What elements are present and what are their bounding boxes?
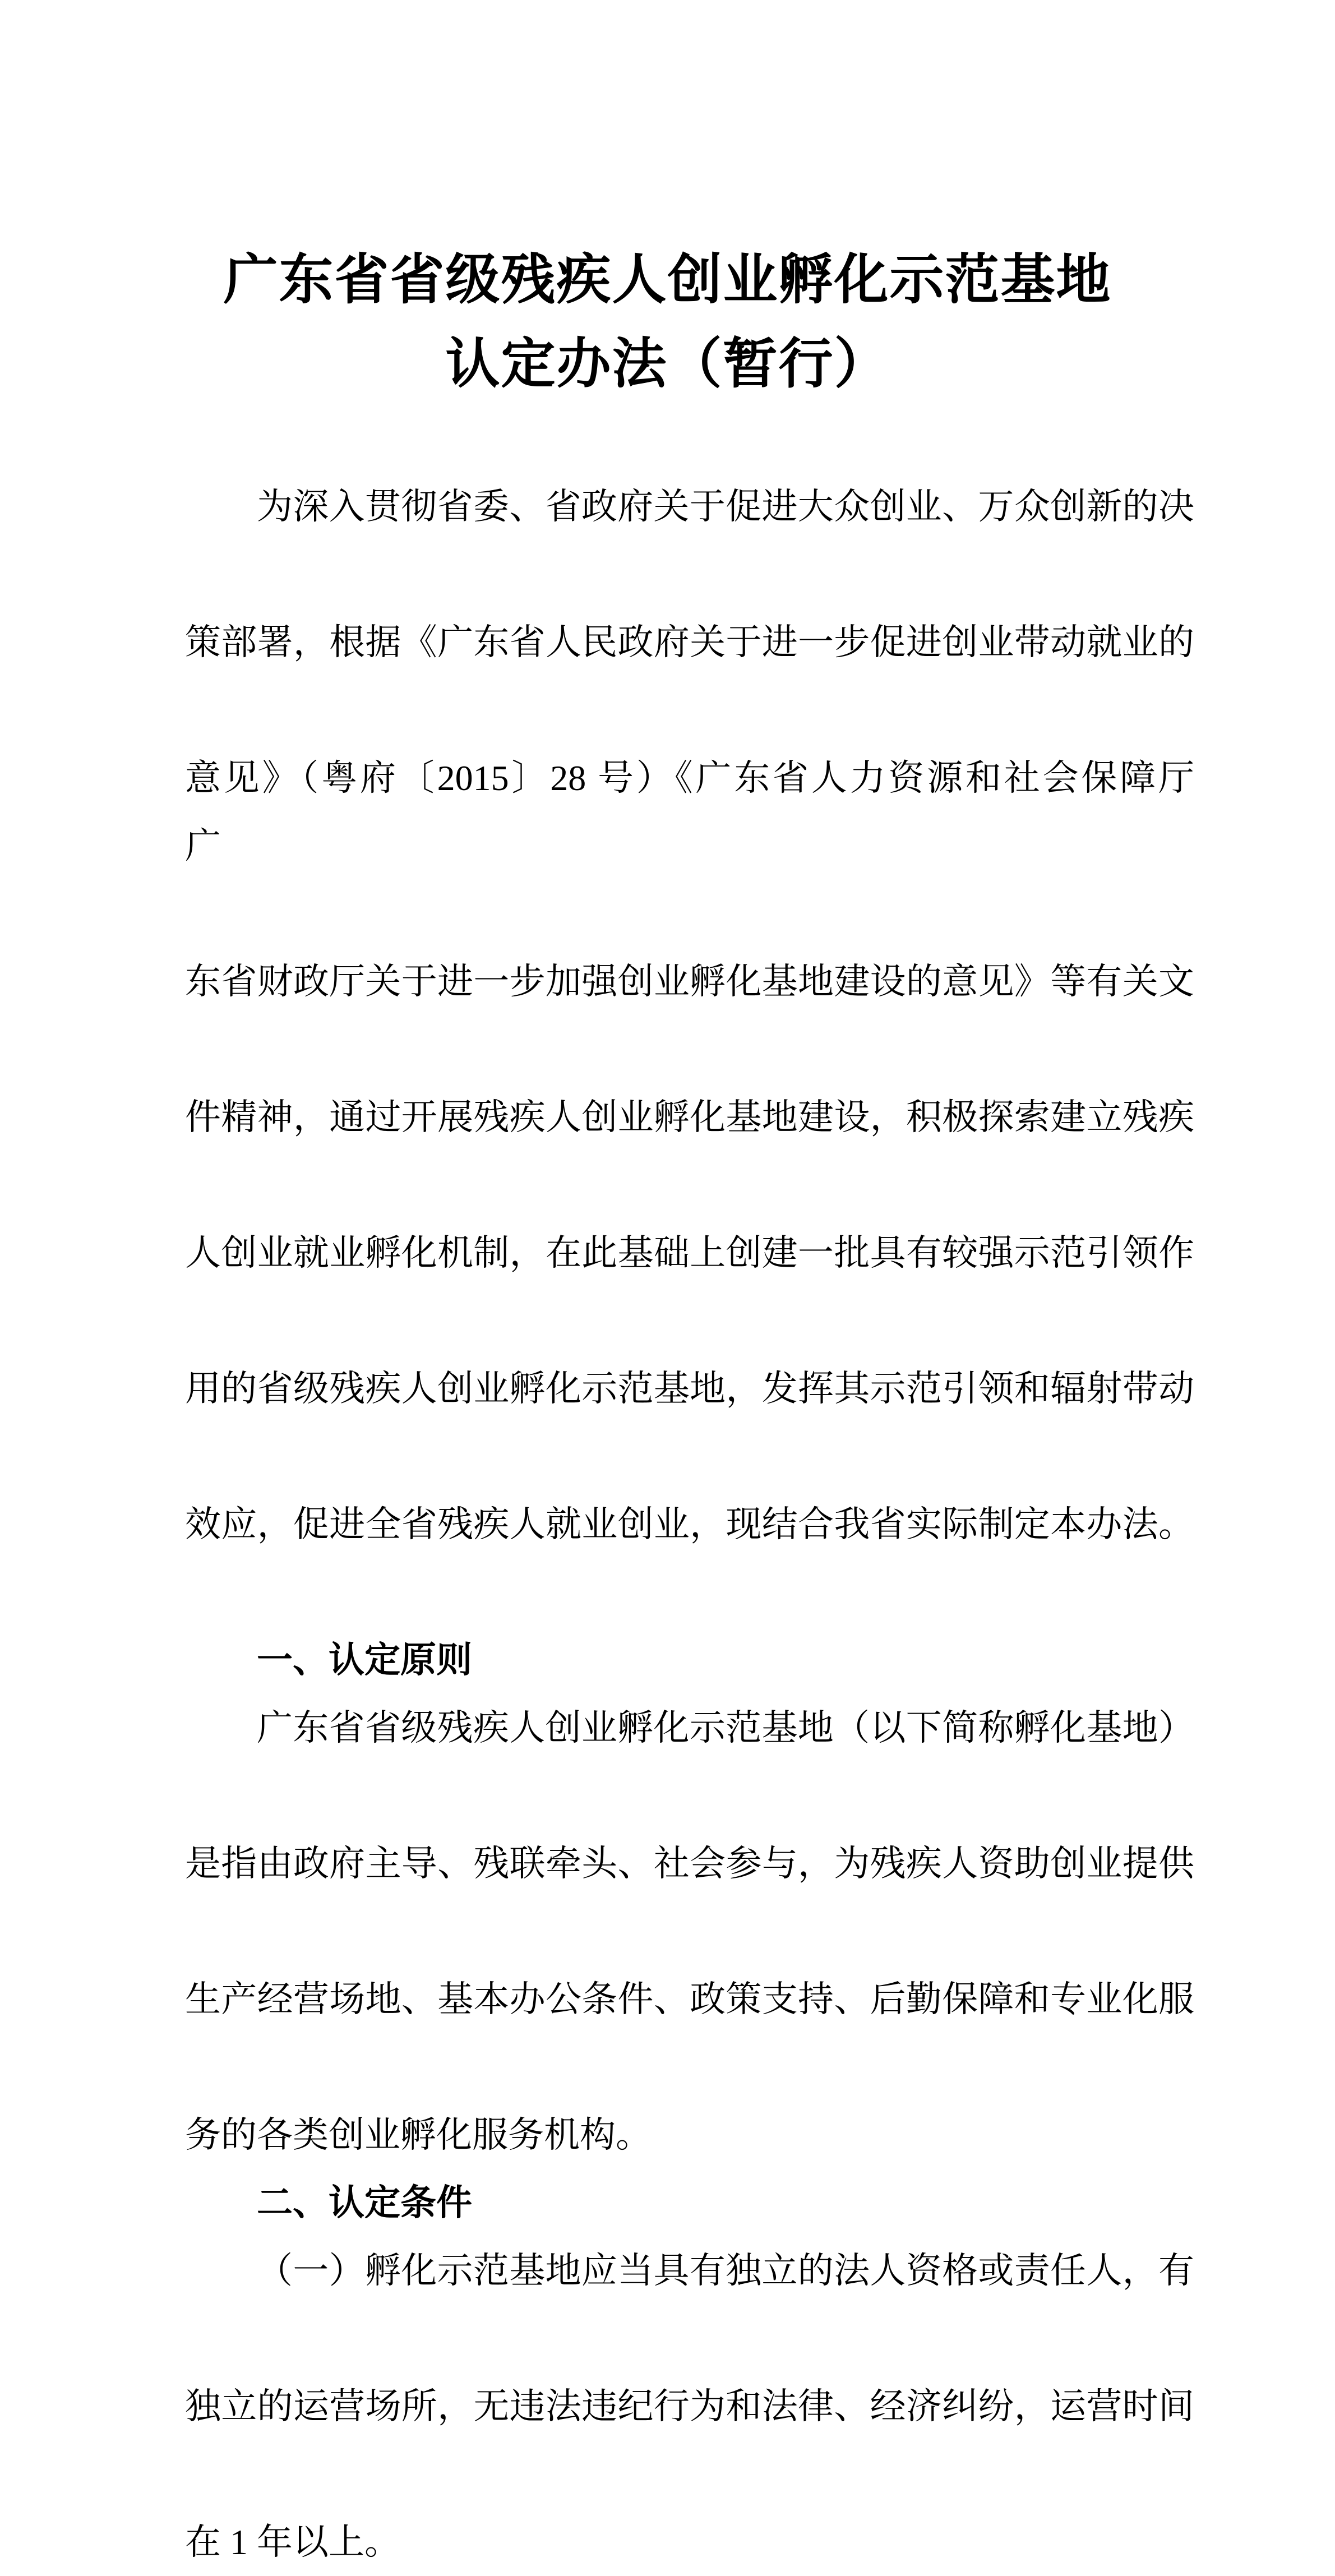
document-body bbox=[185, 473, 1230, 2576]
paragraph bbox=[185, 473, 1230, 1626]
paragraph-line: 意见》（粤府〔2015〕28 号）《广东省人力资源和社会保障厅 广 bbox=[185, 758, 1230, 866]
title-line-1: 广东省省级残疾人创业孵化示范基地 bbox=[223, 250, 1112, 310]
paragraph-line: 独立的运营场所，无违法违纪行为和法律、经济纠纷，运营时间 bbox=[185, 2386, 1194, 2426]
paragraph-line: 生产经营场地、基本办公条件、政策支持、后勤保障和专业化服 bbox=[185, 1979, 1194, 2019]
section-heading: 一、认定原则 bbox=[257, 1640, 472, 1680]
paragraph-line: 件精神，通过开展残疾人创业孵化基地建设，积极探索建立残疾 bbox=[185, 1097, 1194, 1137]
paragraph-line: 是指由政府主导、残联牵头、社会参与，为残疾人资助创业提供 bbox=[185, 1844, 1194, 1883]
paragraph-line: 在 1 年以上。 bbox=[185, 2522, 400, 2562]
paragraph-line: 东省财政厅关于进一步加强创业孵化基地建设的意见》等有关文 bbox=[185, 962, 1194, 1001]
document-title bbox=[0, 238, 1335, 407]
paragraph-line: 为深入贯彻省委、省政府关于促进大众创业、万众创新的决 bbox=[257, 487, 1194, 527]
paragraph-line: 用的省级残疾人创业孵化示范基地，发挥其示范引领和辐射带动 bbox=[185, 1369, 1194, 1409]
paragraph-line: 效应，促进全省残疾人就业创业，现结合我省实际制定本办法。 bbox=[185, 1504, 1194, 1544]
paragraph-line: 广东省省级残疾人创业孵化示范基地（以下简称孵化基地） bbox=[257, 1708, 1194, 1748]
title-line-2: 认定办法（暂行） bbox=[445, 334, 890, 394]
paragraph-line: 人创业就业孵化机制，在此基础上创建一批具有较强示范引领作 bbox=[185, 1233, 1194, 1273]
paragraph-line: 策部署，根据《广东省人民政府关于进一步促进创业带动就业的 bbox=[185, 622, 1194, 662]
paragraph bbox=[185, 2237, 1194, 2576]
document-page bbox=[0, 238, 1335, 2562]
paragraph-line: 务的各类创业孵化服务机构。 bbox=[185, 2115, 652, 2155]
paragraph bbox=[185, 1694, 1194, 2169]
section-heading: 二、认定条件 bbox=[257, 2182, 472, 2223]
paragraph-line: （一）孵化示范基地应当具有独立的法人资格或责任人，有 bbox=[257, 2251, 1194, 2291]
